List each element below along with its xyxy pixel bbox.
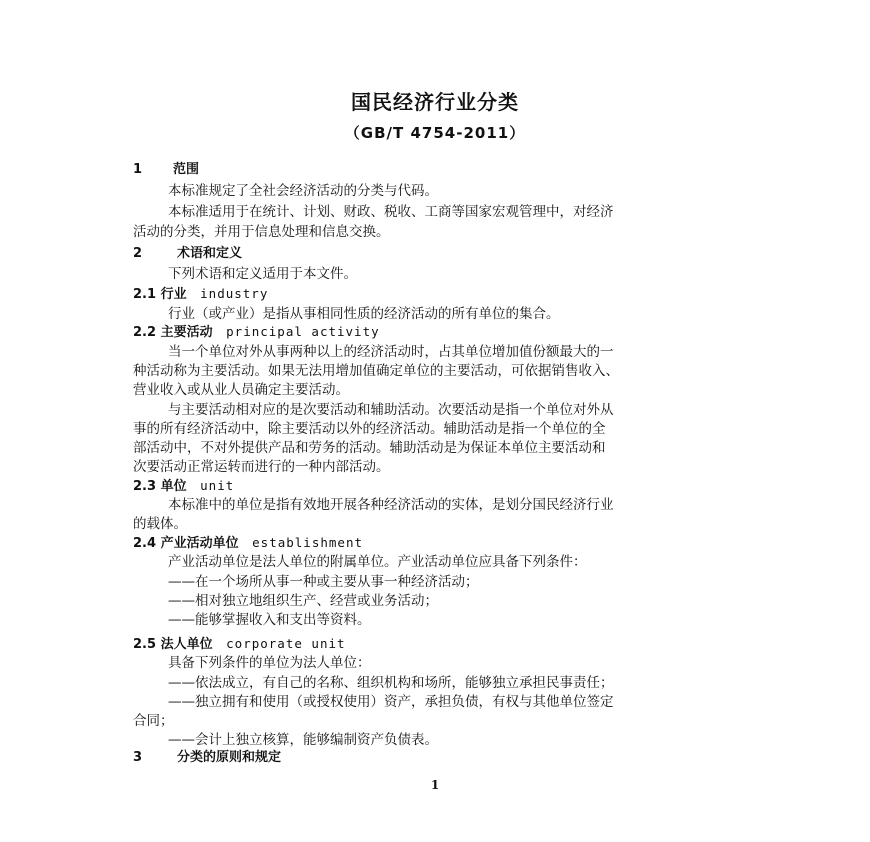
paragraph: 具备下列条件的单位为法人单位： <box>168 655 371 671</box>
list-item: ——能够掌握收入和支出等资料。 <box>168 612 371 628</box>
document-title: 国民经济行业分类 <box>351 90 519 114</box>
section-heading-2-3: 2.3 单位 unit <box>133 478 235 494</box>
paragraph: 的载体。 <box>133 516 187 532</box>
paragraph: 部活动中，不对外提供产品和劳务的活动。辅助活动是为保证本单位主要活动和 <box>133 440 606 456</box>
paragraph: 行业（或产业）是指从事相同性质的经济活动的所有单位的集合。 <box>168 306 560 322</box>
section-heading-2-4: 2.4 产业活动单位 establishment <box>133 535 363 551</box>
list-item: ——会计上独立核算，能够编制资产负债表。 <box>168 732 438 748</box>
paragraph: 事的所有经济活动中，除主要活动以外的经济活动。辅助活动是指一个单位的全 <box>133 421 606 437</box>
paragraph: 本标准适用于在统计、计划、财政、税收、工商等国家宏观管理中，对经济 <box>168 204 614 220</box>
list-item: ——相对独立地组织生产、经营或业务活动； <box>168 593 438 609</box>
paragraph: 与主要活动相对应的是次要活动和辅助活动。次要活动是指一个单位对外从 <box>168 402 614 418</box>
section-heading-2-1: 2.1 行业 industry <box>133 286 269 302</box>
paragraph: 下列术语和定义适用于本文件。 <box>168 266 357 282</box>
list-item: ——在一个场所从事一种或主要从事一种经济活动； <box>168 574 479 590</box>
list-item-continuation: 合同； <box>133 713 174 729</box>
paragraph: 当一个单位对外从事两种以上的经济活动时，占其单位增加值份额最大的一 <box>168 344 614 360</box>
standard-code: （GB/T 4754-2011） <box>344 124 526 142</box>
paragraph: 活动的分类，并用于信息处理和信息交换。 <box>133 224 390 240</box>
paragraph: 次要活动正常运转而进行的一种内部活动。 <box>133 459 390 475</box>
list-item: ——依法成立，有自己的名称、组织机构和场所，能够独立承担民事责任； <box>168 675 614 691</box>
paragraph: 营业收入或从业人员确定主要活动。 <box>133 382 349 398</box>
paragraph: 种活动称为主要活动。如果无法用增加值确定单位的主要活动，可依据销售收入、 <box>133 363 619 379</box>
list-item: ——独立拥有和使用（或授权使用）资产，承担负债，有权与其他单位签定 <box>168 694 614 710</box>
paragraph: 产业活动单位是法人单位的附属单位。产业活动单位应具备下列条件： <box>168 554 587 570</box>
page-number: 1 <box>430 778 440 792</box>
section-heading-2-5: 2.5 法人单位 corporate unit <box>133 636 346 652</box>
section-heading-2: 2 术语和定义 <box>133 246 243 261</box>
paragraph: 本标准中的单位是指有效地开展各种经济活动的实体，是划分国民经济行业 <box>168 497 614 513</box>
section-heading-3: 3 分类的原则和规定 <box>133 750 282 765</box>
section-heading-1: 1 范围 <box>133 162 200 177</box>
paragraph: 本标准规定了全社会经济活动的分类与代码。 <box>168 183 438 199</box>
section-heading-2-2: 2.2 主要活动 principal activity <box>133 324 380 340</box>
